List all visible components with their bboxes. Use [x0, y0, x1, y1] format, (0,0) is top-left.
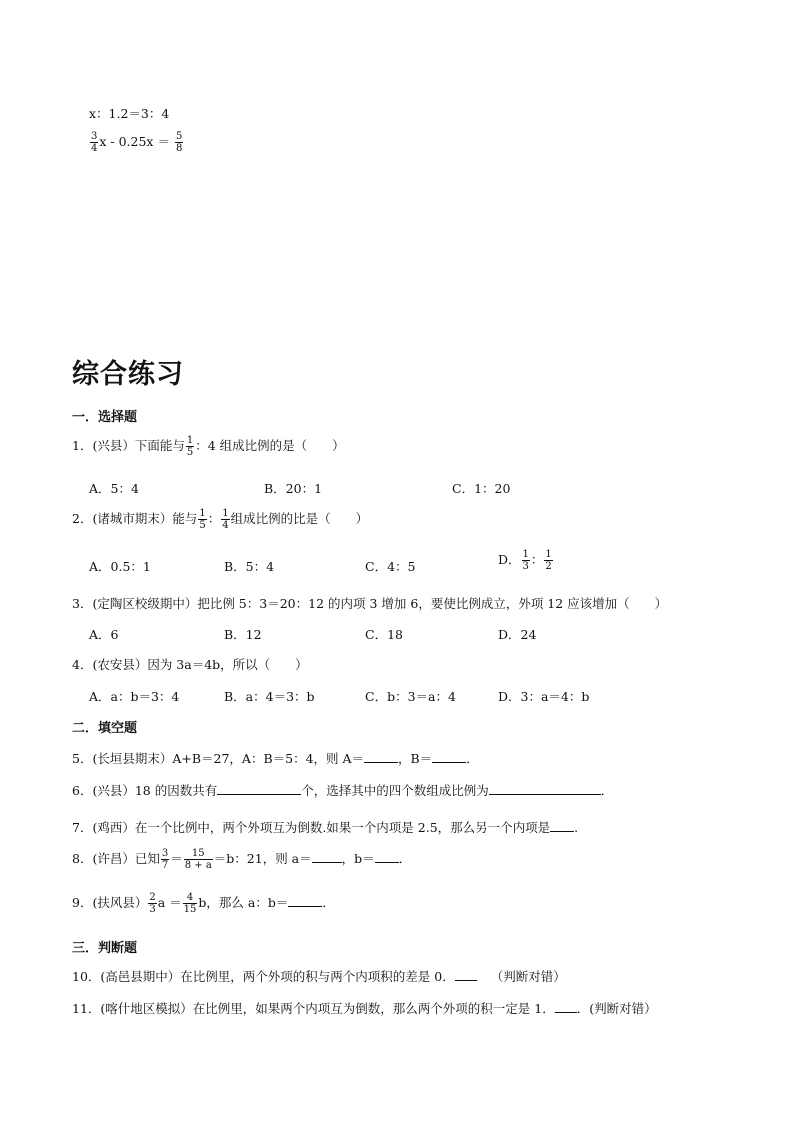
answer-blank[interactable]	[375, 849, 399, 863]
question-3: 3．(定陶区校级期中）把比例 5：3＝20：12 的内项 3 增加 6，要使比例成立，外项 12 应该增加（ ）	[72, 596, 668, 611]
answer-blank[interactable]	[288, 893, 322, 907]
equation-2: $\frac{3}{4}$ x - 0.25x ＝ $\frac{5}{8}$	[91, 131, 183, 154]
question-1: 1．(兴县）下面能与 $\frac{1}{5}$ ：4 组成比例的是（ ）	[72, 435, 345, 458]
fraction: $\frac{1}{4}$	[222, 508, 229, 531]
q2-option-a: A．0.5：1	[89, 559, 151, 574]
question-4: 4．(农安县）因为 3a＝4b，所以（ ）	[72, 657, 308, 672]
question-11: 11．(喀什地区模拟）在比例里，如果两个内项互为倒数，那么两个外项的积一定是 1． ．(判断对错）	[72, 1001, 657, 1016]
q2-option-b: B．5：4	[224, 559, 275, 574]
answer-blank[interactable]	[217, 781, 301, 795]
page-title: 综合练习	[72, 359, 184, 390]
q3-option-a: A．6	[89, 627, 119, 642]
answer-blank[interactable]	[432, 749, 466, 763]
answer-blank[interactable]	[555, 999, 577, 1013]
fraction: $\frac{5}{8}$	[175, 131, 183, 154]
fraction: $\frac{15}{8 + a}$	[184, 848, 212, 871]
q1-option-b: B．20：1	[264, 481, 323, 496]
fraction: $\frac{1}{5}$	[186, 435, 194, 458]
section-heading-fill: 二．填空题	[72, 721, 138, 736]
q3-option-b: B．12	[224, 627, 262, 642]
q1-option-a: A．5：4	[89, 481, 139, 496]
section-heading-choice: 一．选择题	[72, 410, 138, 425]
equation-1-text: x：1.2＝3：4	[89, 106, 170, 121]
q1-option-c: C．1：20	[452, 481, 511, 496]
q4-option-b: B．a：4＝3：b	[224, 689, 315, 704]
question-9: 9．(扶风县） $\frac{2}{3}$ a ＝ $\frac{4}{15}$ b，那么 a：b＝ ．	[72, 892, 335, 915]
question-10: 10．(高邑县期中）在比例里，两个外项的积与两个内项积的差是 0． （判断对错）	[72, 969, 566, 984]
q4-option-d: D．3：a＝4：b	[498, 689, 590, 704]
answer-blank[interactable]	[550, 818, 574, 832]
q3-option-c: C．18	[365, 627, 403, 642]
section-heading-judge: 三．判断题	[72, 941, 138, 956]
q3-option-d: D．24	[498, 627, 537, 642]
question-5: 5．(长垣县期末）A+B＝27，A：B＝5：4，则 A＝ ，B＝ ．	[72, 751, 479, 766]
q4-option-a: A．a：b＝3：4	[89, 689, 180, 704]
fraction: $\frac{4}{15}$	[183, 892, 197, 915]
question-2: 2．(诸城市期末）能与 $\frac{1}{5}$ ： $\frac{1}{4}$ 组成比例的比是（ ）	[72, 508, 369, 531]
equation-1	[89, 104, 169, 122]
fraction: $\frac{3}{4}$	[91, 131, 98, 154]
question-8: 8．(许昌）已知 $\frac{3}{7}$ ＝ $\frac{15}{8 + a}$ ＝b：21，则 a＝ ，b＝ ．	[72, 848, 412, 871]
q4-option-c: C．b：3＝a：4	[365, 689, 456, 704]
fraction: $\frac{1}{3}$	[522, 549, 529, 572]
q2-option-c: C．4：5	[365, 559, 416, 574]
fraction: $\frac{3}{7}$	[161, 848, 169, 871]
fraction: $\frac{2}{3}$	[149, 892, 156, 915]
q2-option-d: D． $\frac{1}{3}$ ： $\frac{1}{2}$	[498, 549, 552, 572]
answer-blank[interactable]	[455, 967, 477, 981]
answer-blank[interactable]	[489, 781, 601, 795]
fraction: $\frac{1}{5}$	[199, 508, 206, 531]
question-6: 6．(兴县）18 的因数共有 个，选择其中的四个数组成比例为 ．	[72, 783, 614, 798]
question-7: 7．(鸡西）在一个比例中，两个外项互为倒数.如果一个内项是 2.5，那么另一个内项是 .	[72, 820, 579, 835]
fraction: $\frac{1}{2}$	[545, 549, 552, 572]
answer-blank[interactable]	[312, 849, 342, 863]
answer-blank[interactable]	[364, 749, 398, 763]
